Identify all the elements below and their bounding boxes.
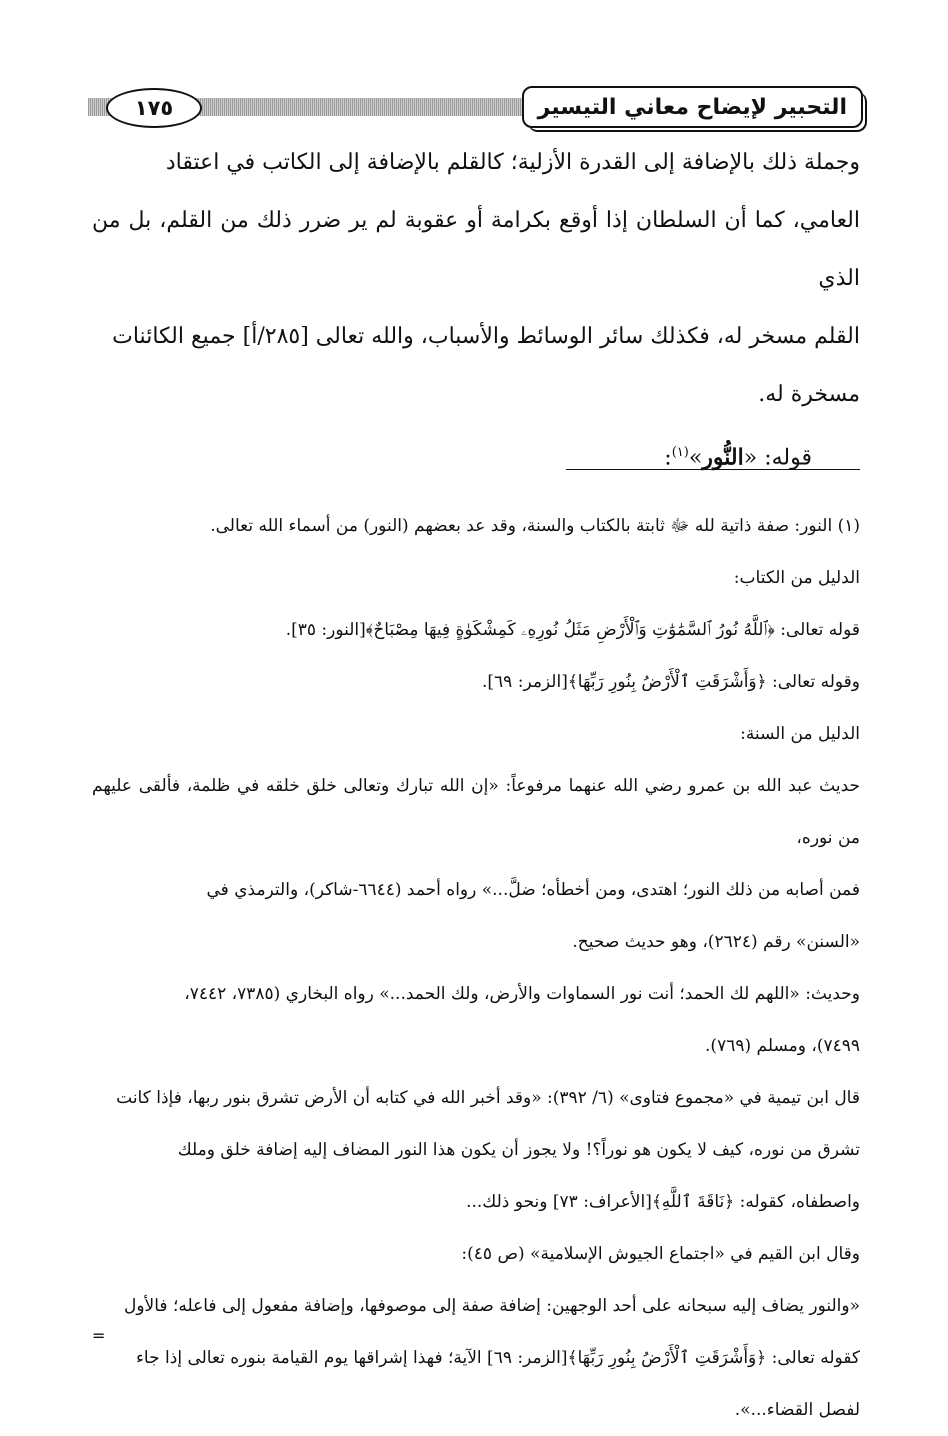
footnote-ref: (١) [671,445,689,460]
footnotes [92,500,860,1436]
footnote-line: الدليل من الكتاب: [733,568,860,588]
footnote-line: «والنور يضاف إليه سبحانه على أحد الوجهين: إضافة صفة إلى موصوفها، وإضافة مفعول إلى فاعله؛ فالأول [123,1296,860,1316]
footnote-line: ٧٤٩٩)، ومسلم (٧٦٩). [705,1036,860,1056]
main-text [92,134,860,487]
footnote-line: كقوله تعالى: ﴿وَأَشْرَقَتِ ٱلْأَرْضُ بِنُورِ رَبِّهَا﴾[الزمر: ٦٩] الآية؛ فهذا إشراقها يوم القيامة بنوره تعالى إذا جاء [135,1348,860,1368]
heading-prefix: قوله: « [743,445,812,471]
book-title: التحبير لإيضاح معاني التيسير [522,86,863,128]
footnote-line: وحديث: «اللهم لك الحمد؛ أنت نور السماوات والأرض، ولك الحمد...» رواه البخاري (٧٣٨٥، ٧٤٤٢، [184,984,860,1004]
footnote-line: فمن أصابه من ذلك النور؛ اهتدى، ومن أخطأه؛ ضلَّ...» رواه أحمد (٦٦٤٤-شاكر)، والترمذي في [206,880,860,900]
footnote-line: قوله تعالى: ﴿ٱللَّهُ نُورُ ٱلسَّمَٰوَٰتِ وَٱلْأَرْضِ مَثَلُ نُورِهِۦ كَمِشْكَوٰةٍ فِيهَا مِصْبَاحٌ﴾[النور: ٣٥]. [285,620,860,640]
heading-colon: : [664,445,672,471]
page-number: ١٧٥ [106,88,202,128]
footnote-separator [566,469,860,470]
footer-mark: = [92,1326,106,1345]
footnote-line: حديث عبد الله بن عمرو رضي الله عنهما مرفوعاً: «إن الله تبارك وتعالى خلق خلقه في ظلمة، فألقى عليهم من نوره، [92,776,860,848]
page-header [88,86,863,130]
main-line: وجملة ذلك بالإضافة إلى القدرة الأزلية؛ كالقلم بالإضافة إلى الكاتب في اعتقاد [165,150,860,175]
footnote-line: واصطفاه، كقوله: ﴿نَاقَةَ ٱللَّهِ﴾[الأعراف: ٧٣] ونحو ذلك... [466,1192,860,1212]
main-line: العامي، كما أن السلطان إذا أوقع بكرامة أو عقوبة لم ير ضرر ذلك من القلم، بل من الذي [92,208,860,291]
footnote-line: قال ابن تيمية في «مجموع فتاوى» (٦/ ٣٩٢): «وقد أخبر الله في كتابه أن الأرض تشرق بنور ربها، فإذا كانت [116,1088,860,1108]
footnote-line: تشرق من نوره، كيف لا يكون هو نوراً؟! ولا يجوز أن يكون هذا النور المضاف إليه إضافة خلق وملك [177,1140,860,1160]
footnote-line: وقال ابن القيم في «اجتماع الجيوش الإسلامية» (ص ٤٥): [461,1244,860,1264]
footnote-line: الدليل من السنة: [740,724,860,744]
section-heading [92,424,860,487]
footnote-line: وقوله تعالى: ﴿وَأَشْرَقَتِ ٱلْأَرْضُ بِنُورِ رَبِّهَا﴾[الزمر: ٦٩]. [482,672,860,692]
main-line: القلم مسخر له، فكذلك سائر الوسائط والأسباب، والله تعالى [٢٨٥/أ] جميع الكائنات [112,324,860,349]
footnote-line: لفصل القضاء...». [734,1400,860,1420]
footnote-line: «السنن» رقم (٢٦٢٤)، وهو حديث صحيح. [572,932,860,952]
heading-word: النُّور [702,444,744,471]
main-line: مسخرة له. [758,382,860,407]
heading-suffix: » [688,445,703,471]
footnote-line: (١) النور: صفة ذاتية لله ﷻ ثابتة بالكتاب والسنة، وقد عد بعضهم (النور) من أسماء الله تعالى. [210,516,860,536]
